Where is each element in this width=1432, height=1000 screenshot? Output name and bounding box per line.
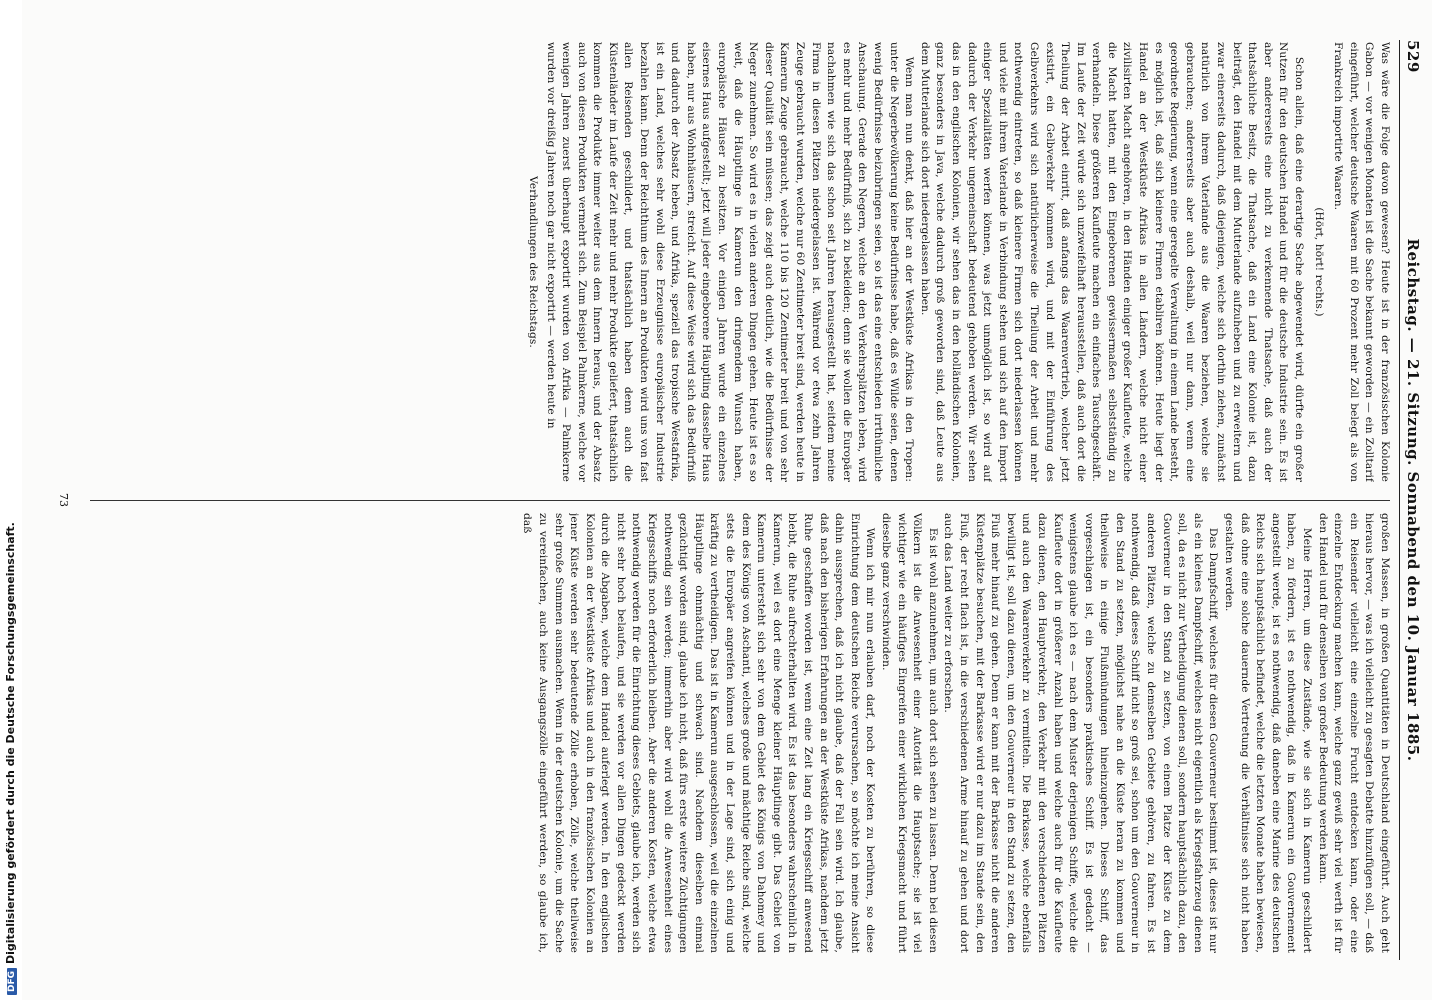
dfg-logo-icon: DFG [7, 968, 17, 995]
paragraph: Meine Herren, um diese Zustände, wie sie sich in Kamerun geschildert haben, zu fördern, ist es nothwendig, daß in Kamerun ein Gouvernement angestellt werde, ist es nothwendig, daß daneben eine Marine des deutschen Reichs sich hauptsächlich befindet, welche die letzten Monate haben bewiesen, daß ohne eine solche dauernde Vertretung die Verhältnisse sich nicht haben gestalten werden. [1223, 513, 1314, 953]
credit-text: Digitalisierung gefördert durch die Deutsche Forschungsgemeinschaft. [4, 522, 17, 964]
interjection: (Hört, hört! rechts.) [1312, 207, 1325, 317]
paragraph: Wenn ich mir nun erlauben darf, noch der Kosten zu berühren, so diese Einrichtung dem deutschen Reiche verursachen, so möchte ich meine Ansicht dahin aussprechen, daß ich nicht glaube, daß der Fall sein wird. Ich glaube, daß nach den bisherigen Erfahrungen an der Westküste Afrikas, nachdem jetzt Ruhe geschaffen worden ist, wenn eine Zeit lang ein Kriegsschiff anwesend bleibt, die Ruhe aufrechterhalten wird. Es ist das besonders wahrscheinlich in Kamerun, weil es dort eine Menge kleiner Häuptlinge gibt. Das Gebiet von Kamerun untersteht sich sehr von dem Gebiet des Königs von Dahomey und dem des Königs von Aschanti, welches große und mächtige Reiche sind, welche stets die Europäer angreifen können und in der Lage sind, sich einig und kräftig zu vertheidigen. Das ist in Kamerun ausgeschlossen, weil die einzelnen Häuptlinge ohnmächtig und schwach sind. Nachdem dieselben einmal gezüchtigt worden sind, glaube ich nicht, daß fürs erste weitere Züchtigungen nothwendig sein werden; immerhin aber wird wohl die Anwesenheit eines Kriegsschiffs noch erforderlich bleiben. Aber die anderen Kosten, welche etwa nothwendig werden für die Einrichtung dieses Gebiets, glaube ich, werden sich nicht sehr hoch belaufen, und sie werden vor allen Dingen gedeckt werden durch die Abgaben, welche dem Handel auferlegt werden. In den englischen Kolonien an der Westküste Afrikas und auch in den französischen Kolonien an jener Küste werden sehr bedeutende Zölle erhoben, Zölle, welche theilweise sehr große Summen ausmachen. Wenn in der deutschen Kolonie, um die Sache zu vereinfachen, auch keine Ausgangszölle eingeführt werden, so glaube ich, daß [521, 513, 877, 953]
digitization-credit [0, 0, 22, 1000]
page-number: 529 [1404, 40, 1422, 73]
paragraph: Das Dampfschiff, welches für diesen Gouverneur bestimmt ist, dieses ist nur als ein kleines Dampfschiff, welches nicht eigentlich als Kriegsfahrzeug dienen soll, da es nicht zur Vertheidigung dienen soll, sondern hauptsächlich dazu, den Gouverneur in den Stand zu setzen, von einem Platze der Küste zu dem anderen Plätzen, welche zu demselben Gebiete gehören, zu fahren. Es ist nothwendig, daß dieses Schiff nicht so groß sei, schon um den Gouverneur in den Stand zu setzen, möglichst nahe an die Küste heran zu kommen und theilweise in einige Flußmündungen hineinzugehen. Dieses Schiff, das vorgeschlagen ist, ein besonders praktisches Schiff. Es ist gedacht — wenigstens glaube ich es — nach dem Muster derjenigen Schiffe, welche die Kaufleute dort in größerer Anzahl haben und welche auch für die Kaufleute dazu dienen, den Hauptverkehr, den Verkehr mit den verschiedenen Plätzen und auch den Waarenverkehr zu vermitteln. Die Barkasse, welche ebenfalls bewilligt ist, soll dazu dienen, um den Gouverneur in den Stand zu setzen, den Fluß mehr hinauf zu gehen. Denn er kann mit der Barkasse nicht die anderen Küstenplätze besuchen, mit der Barkasse wird er nur dazu im Stande sein, den Fluß, der recht flach ist, in die verschiedenen Arme hinauf zu gehen und dort auch das Land weiter zu erforschen. [942, 513, 1220, 953]
paragraph: Wenn man nun denkt, daß hier an der Westküste Afrikas in den Tropen: unter die Negerbevölkerung keine Bedürfnisse habe, daß es Wilde seien, denen wenig Bedürfnisse beizubringen seien, so ist das eine entschieden irrthümliche Anschauung. Gerade den Negern, welche an den Verkehrsplätzen leben, wird es mehr und mehr Bedürfniß, sich zu bekleiden; denn sie wollen die Europäer nachahmen wie sich das schon seit Jahren herausgestellt hat, seitdem meine Firma in diesen Plätzen niedergelassen ist. Während vor etwa zehn Jahren Zeuge gebraucht wurden, welche nur 60 Zentimeter breit sind, werden heute in Kamerun Zeuge gebraucht, welche 110 bis 120 Zentimeter breit und von sehr dieser Qualität sein müssen; das zeigt auch deutlich, wie die Bedürfnisse der Neger zunehmen. So wird es in vielen anderen Dingen gehen. Heute ist es so weit, daß die Häuptlinge in Kamerun den dringendem Wunsch haben, europäische Häuser zu besitzen. Vor einigen Jahren wurde ein einzelnes eisernes Haus aufgestellt; jetzt will jeder eingeborene Häuptling dasselbe Haus haben, nur aus Wohnhäusern, streicht. Auf diese Weise wird sich das Bedürfniß und dadurch der Absatz heben, und Afrika, speziell das tropische Westafrika, ist ein Land, welches sehr wohl diese Erzeugnisse europäischer Industrie bezahlen kann. Denn der Reichthum des Innern an Produkten wird uns von fast allen Reisenden geschildert, und thatsächlich haben denn auch die Küstenländer im Laufe der Zeit mehr und mehr Produkte geliefert, thatsächlich kommen die Produkte immer weiter aus dem Innern heraus, und der Absatz auch von diesen Produkten vermehrt sich. Zum Beispiel Palmkerne, welche vor wenigen Jahren zuerst überhaupt exportirt wurden von Afrika — Palmkerne wurden vor dreißig Jahren noch gar nicht exportirt — werden heute in [544, 42, 916, 482]
paragraph: Es ist wohl anzunehmen, um auch dort sich sehen zu lassen. Denn bei diesen Völkern ist die Anwesenheit einer Autorität die Hauptsache; sie ist viel wichtiger wie ein häufiges Eingreifen einer wirklichen Kriegsmacht und führt dieselbe ganz verschwinden. [880, 513, 939, 953]
left-column [82, 42, 1392, 482]
paragraph: Schon allein, daß eine derartige Sache abgewendet wird, dürfte ein großer Nutzen für den deutschen Handel und für die deutsche Industrie sein. Es ist aber andererseits eine nicht zu verkennende Thatsache, daß auch der thatsächliche Besitz, die Thatsache, daß ein Land eine Kolonie ist, dazu beiträgt, den Handel mit dem Mutterlande aufzuheben und zu erweitern und zwar einerseits dadurch, daß diejenigen, welche sich dorthin ziehen, zunächst natürlich von ihrem Vaterlande aus die Waaren beziehen, welche sie gebrauchen; andererseits aber auch deshalb, weil nur dann, wenn eine geordnete Regierung, wenn eine geregelte Verwaltung in einem Lande besteht, es möglich ist, daß sich kleinere Firmen etabliren können. Heute liegt der Handel an der Westküste Afrikas in allen Ländern, welche nicht einer zivilisirten Macht angehören, in den Händen einiger großer Kaufleute, welche die Macht hatten, mit den Eingeborenen gewissermaßen selbstständig zu verhandeln. Diese größeren Kaufleute machen ein einfaches Tauschgeschäft. Im Laufe der Zeit würde sich unzweifelhaft herausstellen, daß auch dort die Theilung der Arbeit einritt, daß anfangs das Waarenvertrieb, welcher jetzt existirt, ein Gelbverkehr kommen wird, und mit der Einführung des Gelbverkehrs wird sich natürlicherweise die Theilung der Arbeit und mehr nothwendig eintreten, so daß kleinere Firmen sich dort niederlassen können und viele mit ihrem Vaterlande in Verbindung stehen und sich auf den Import einiger Spezialitäten werfen können, was jetzt unmöglich ist, so wird auf dadurch der Verkehr ungemeinschaft bedeutend gehoben werden. Wir sehen das in den englischen Kolonien, wir sehen das in den holländischen Kolonien, ganz besonders in Java, welche dadurch groß geworden sind, daß Leute aus dem Mutterlande sich dort niedergelassen haben. [918, 42, 1306, 482]
column-divider [90, 500, 1390, 501]
page-header [1399, 40, 1424, 960]
right-column [82, 513, 1392, 953]
running-title: Reichstag. — 21. Sitzung. Sonnabend den 10. Januar 1885. [1404, 238, 1422, 762]
continuation-note: Verhandlungen des Reichstags. [526, 176, 539, 348]
paragraph: Was wäre die Folge davon gewesen? Heute ist in der französischen Kolonie Gabon — vor wenigen Monaten ist die Sache bekannt geworden — ein Zolltarif eingeführt, welcher deutsche Waaren mit 60 Prozent mehr Zoll belegt als von Frankreich importirte Waaren. [1332, 42, 1391, 482]
paragraph: großen Massen, in großen Quantitäten in Deutschland eingeführt. Auch geht hieraus hervor, — was ich vielleicht zu gesagten Debatte hinzufügen soll, — daß ein Reisender vielleicht eine einzelne Frucht entdecken kann, oder eine einzelne Entdeckung machen kann, welche ganz gewiß sehr viel werth ist für den Handel und für denselben von großer Bedeutung werden kann. [1316, 513, 1391, 953]
signature-mark: 73 [57, 493, 70, 507]
